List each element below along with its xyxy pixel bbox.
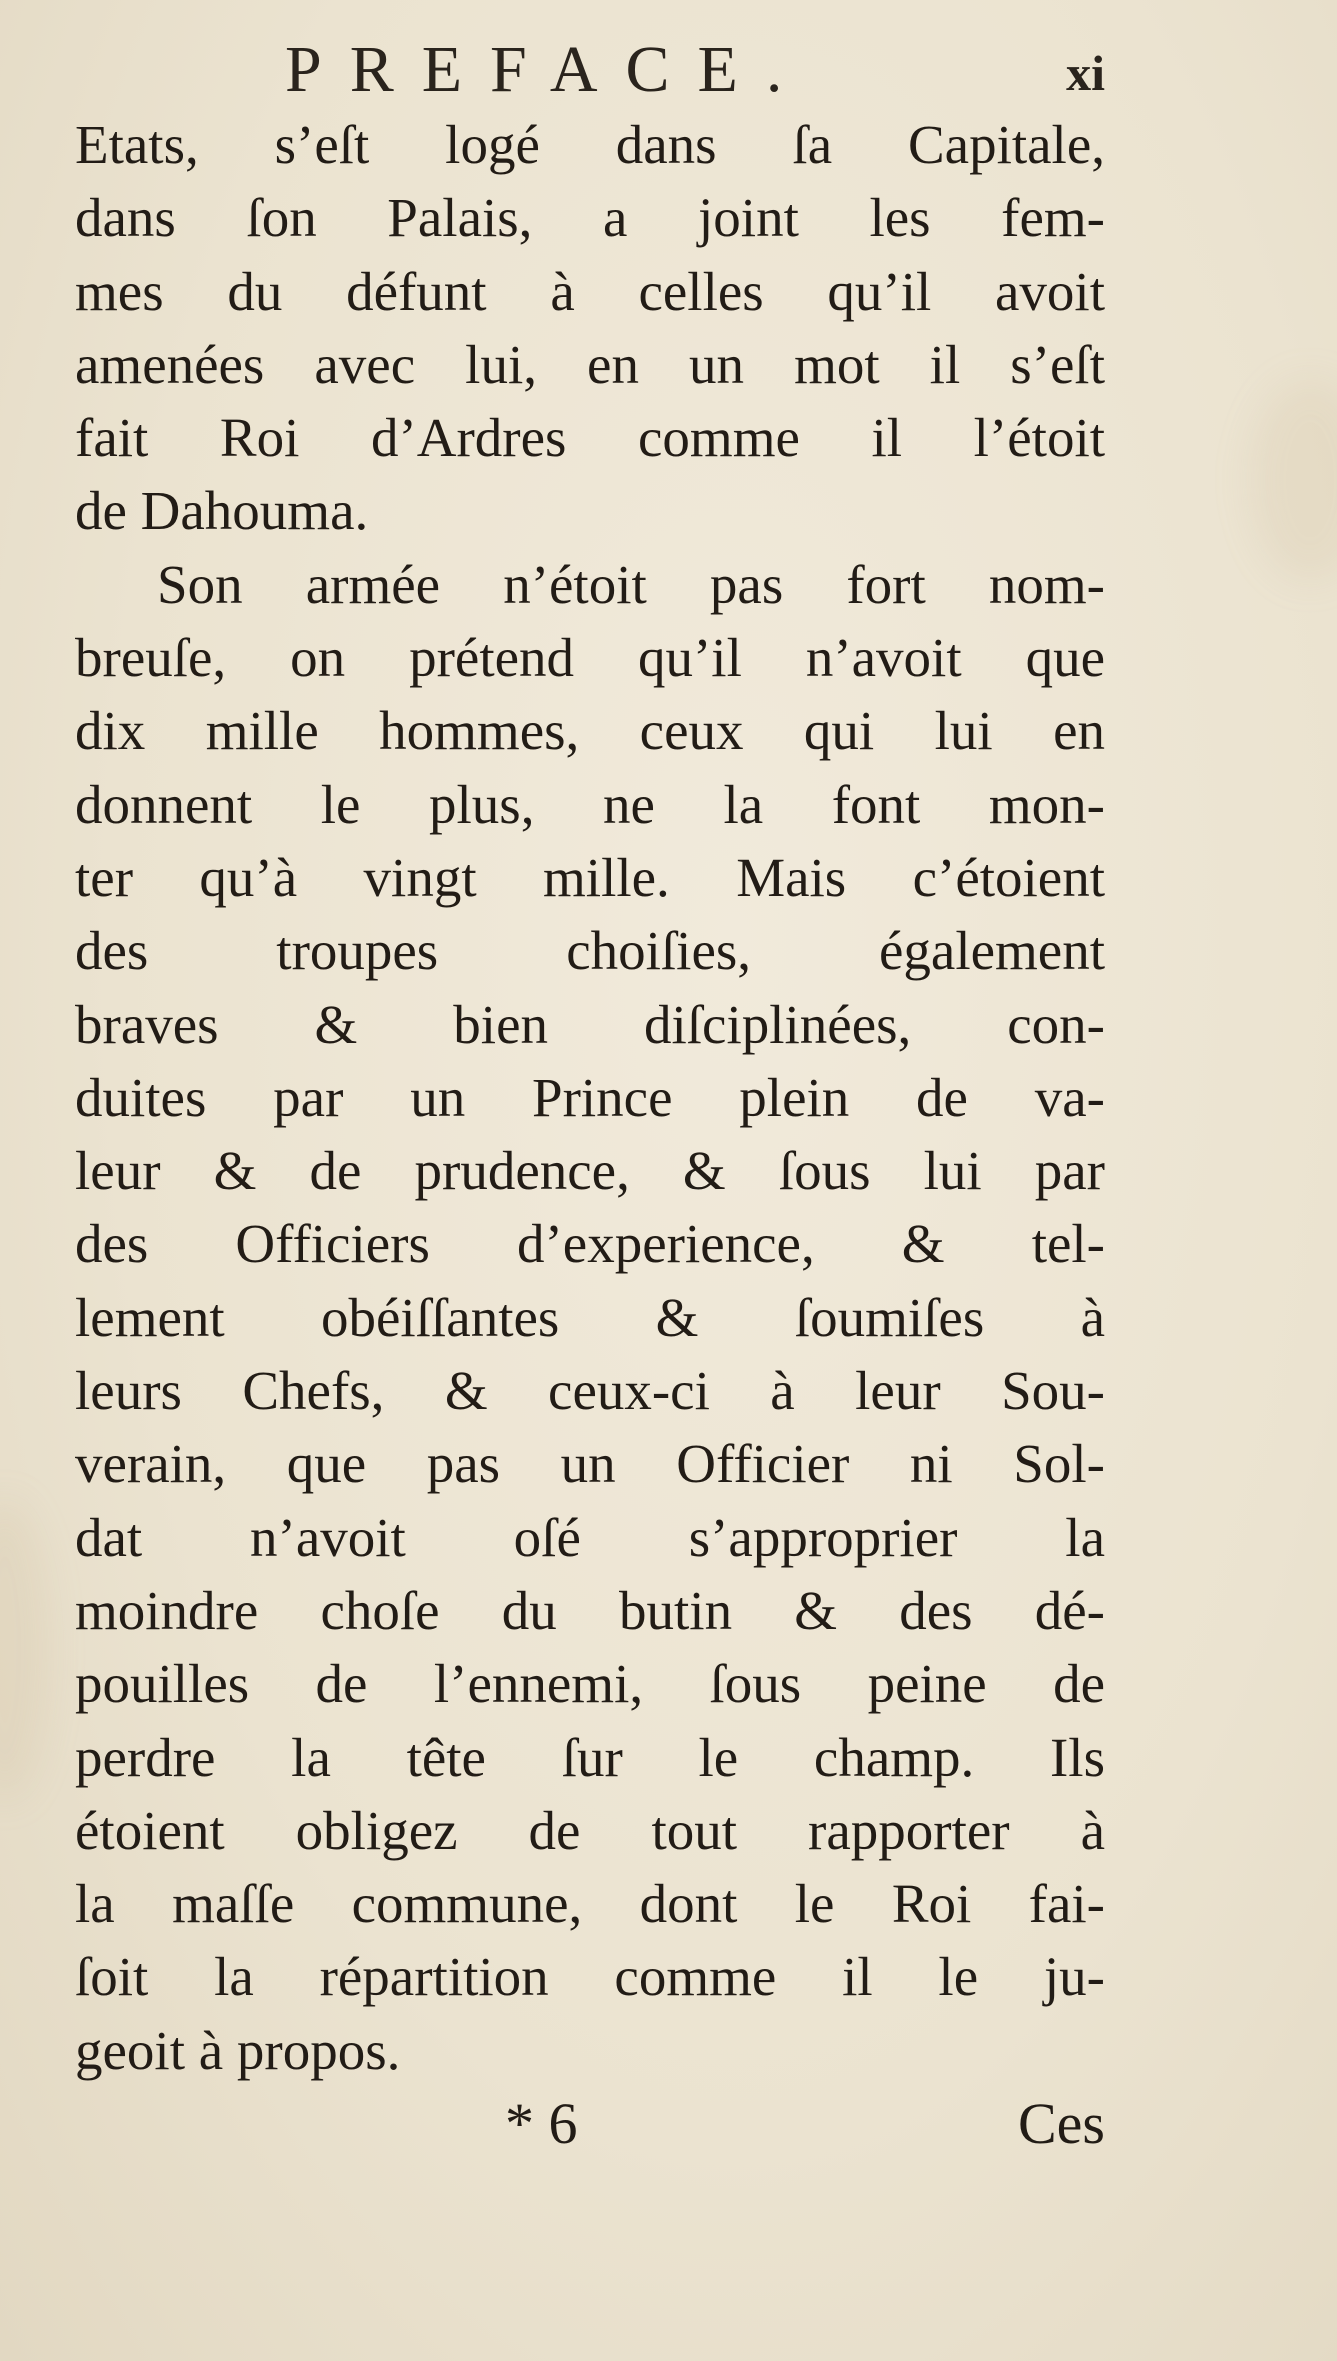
paper-stain [0, 1500, 50, 1800]
text-line: pouilles de l’ennemi, ſous peine de [75, 1653, 1105, 1715]
text-line: verain, que pas un Officier ni Sol- [75, 1433, 1105, 1495]
paper-stain [1250, 380, 1337, 580]
text-line: la maſſe commune, dont le Roi fai- [75, 1873, 1105, 1935]
text-line: Etats, s’eſt logé dans ſa Capitale, [75, 114, 1105, 175]
text-line: des troupes choiſies, également [75, 920, 1105, 982]
page-number: xi [1066, 45, 1105, 101]
text-line: leurs Chefs, & ceux-ci à leur Sou- [75, 1360, 1105, 1422]
running-head [75, 30, 1105, 110]
text-line: lement obéiſſantes & ſoumiſes à [75, 1286, 1105, 1348]
catchword: Ces [1018, 2091, 1105, 2156]
text-line: ſoit la répartition comme il le ju- [75, 1946, 1105, 2008]
text-line: mes du défunt à celles qu’il avoit [75, 260, 1105, 322]
text-line: fait Roi d’Ardres comme il l’étoit [75, 407, 1105, 469]
text-line: braves & bien diſciplinées, con- [75, 993, 1105, 1055]
text-line: Son armée n’étoit pas fort nom- [157, 553, 1105, 615]
text-line: perdre la tête ſur le champ. Ils [75, 1726, 1105, 1788]
page-footer [75, 2090, 1105, 2170]
text-line: des Officiers d’experience, & tel- [75, 1213, 1105, 1275]
text-line: moindre choſe du butin & des dé- [75, 1579, 1105, 1641]
paragraph [75, 108, 1105, 548]
text-line: étoient obligez de tout rapporter à [75, 1799, 1105, 1861]
text-line: leur & de prudence, & ſous lui par [75, 1140, 1105, 1202]
text-line: de Dahouma. [75, 480, 369, 542]
signature-mark: * 6 [505, 2091, 578, 2156]
text-line: geoit à propos. [75, 2019, 401, 2081]
text-line: duites par un Prince plein de va- [75, 1066, 1105, 1128]
text-line: amenées avec lui, en un mot il s’eſt [75, 333, 1105, 395]
text-line: donnent le plus, ne la font mon- [75, 773, 1105, 835]
text-line: dat n’avoit oſé s’approprier la [75, 1506, 1105, 1568]
text-line: breuſe, on prétend qu’il n’avoit que [75, 627, 1105, 689]
text-line: ter qu’à vingt mille. Mais c’étoient [75, 846, 1105, 908]
text-line: dans ſon Palais, a joint les fem- [75, 187, 1105, 249]
text-line: dix mille hommes, ceux qui lui en [75, 700, 1105, 762]
paragraph [75, 548, 1105, 2087]
running-title: PREFACE. [285, 33, 811, 106]
body-text [75, 108, 1105, 2087]
